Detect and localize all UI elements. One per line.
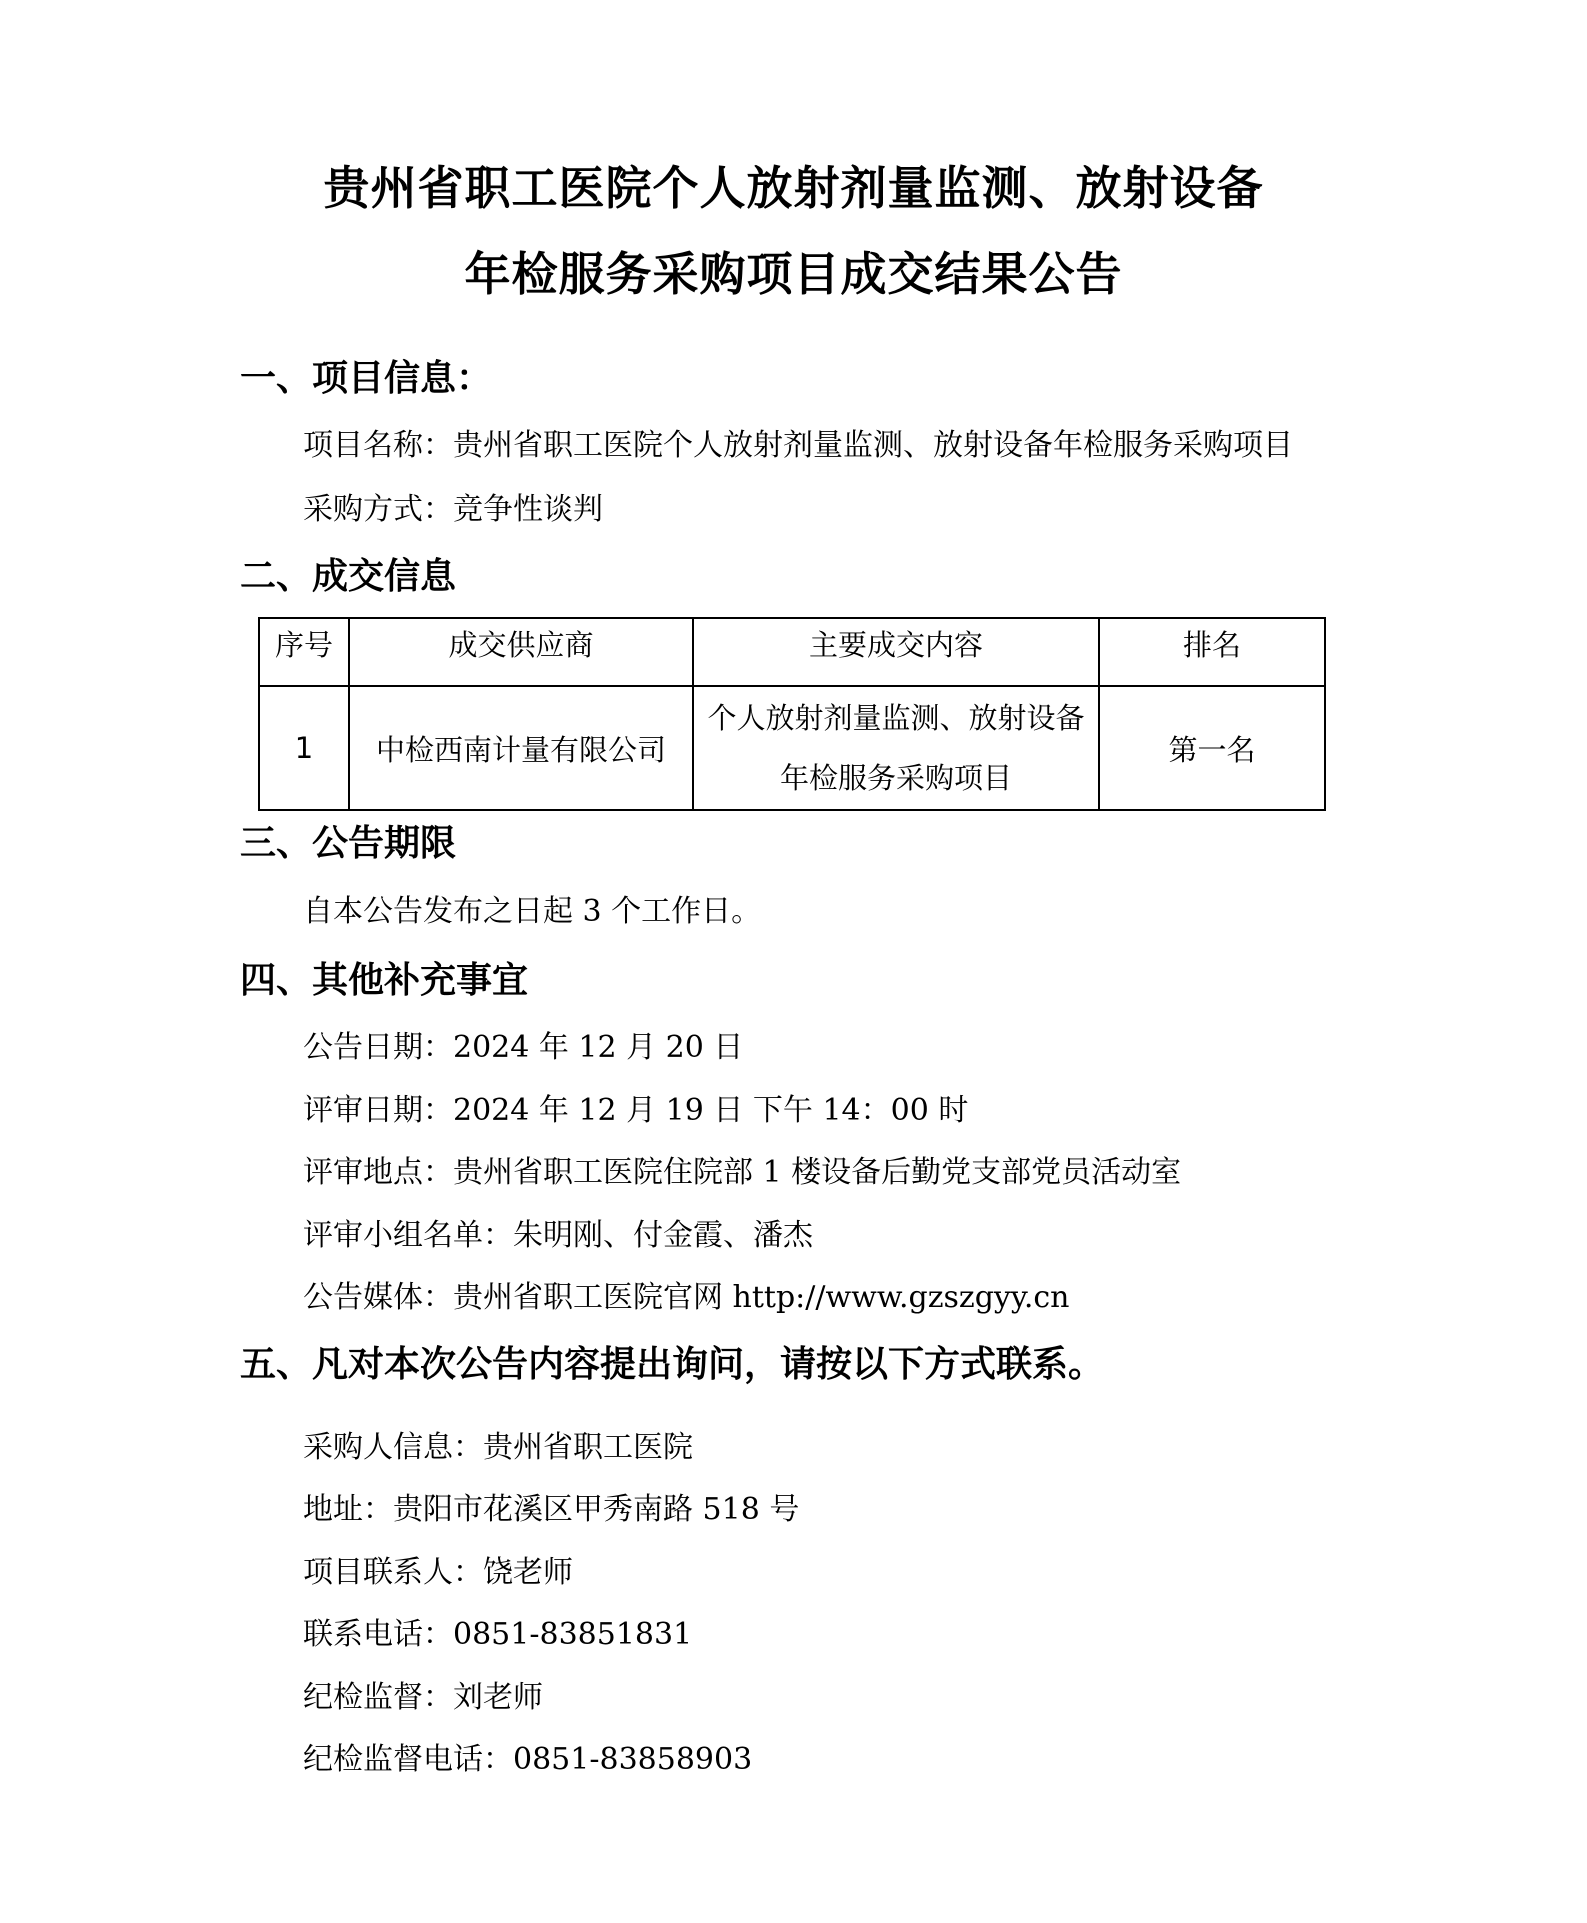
notice-period: 自本公告发布之日起 3 个工作日。 xyxy=(303,894,762,929)
cell-content xyxy=(693,686,1099,810)
review-panel: 评审小组名单：朱明刚、付金霞、潘杰 xyxy=(303,1218,813,1253)
header-rank: 排名 xyxy=(1099,618,1325,686)
cell-supplier: 中检西南计量有限公司 xyxy=(349,686,693,810)
purchaser-info: 采购人信息：贵州省职工医院 xyxy=(303,1430,693,1465)
review-date: 评审日期：2024 年 12 月 19 日 下午 14：00 时 xyxy=(303,1093,969,1128)
cell-no: 1 xyxy=(259,686,349,810)
procurement-method: 采购方式：竞争性谈判 xyxy=(303,492,603,527)
header-content: 主要成交内容 xyxy=(693,618,1099,686)
purchaser-address: 地址：贵阳市花溪区甲秀南路 518 号 xyxy=(303,1492,800,1527)
document-title-line2: 年检服务采购项目成交结果公告 xyxy=(464,247,1123,301)
cell-content-line1: 个人放射剂量监测、放射设备 xyxy=(707,701,1085,735)
review-place: 评审地点：贵州省职工医院住院部 1 楼设备后勤党支部党员活动室 xyxy=(303,1155,1182,1190)
deal-table xyxy=(258,617,1326,811)
section4-heading: 四、其他补充事宜 xyxy=(240,960,529,1001)
project-name: 项目名称：贵州省职工医院个人放射剂量监测、放射设备年检服务采购项目 xyxy=(303,428,1293,463)
cell-content-line2: 年检服务采购项目 xyxy=(779,761,1012,795)
section1-heading: 一、项目信息： xyxy=(240,358,493,399)
section3-heading: 三、公告期限 xyxy=(240,823,457,864)
project-contact: 项目联系人：饶老师 xyxy=(303,1555,573,1590)
table-row xyxy=(259,686,1325,810)
cell-rank: 第一名 xyxy=(1099,686,1325,810)
section5-heading: 五、凡对本次公告内容提出询问，请按以下方式联系。 xyxy=(240,1344,1105,1385)
header-no: 序号 xyxy=(259,618,349,686)
document-title-line1: 贵州省职工医院个人放射剂量监测、放射设备 xyxy=(323,161,1264,215)
section2-heading: 二、成交信息 xyxy=(240,556,457,597)
notice-media: 公告媒体：贵州省职工医院官网 http://www.gzszgyy.cn xyxy=(303,1280,1070,1315)
supervisor: 纪检监督：刘老师 xyxy=(303,1680,543,1715)
contact-phone: 联系电话：0851-83851831 xyxy=(303,1617,693,1652)
supervisor-phone: 纪检监督电话：0851-83858903 xyxy=(303,1742,753,1777)
table-header-row xyxy=(259,618,1325,686)
header-supplier: 成交供应商 xyxy=(349,618,693,686)
notice-date: 公告日期：2024 年 12 月 20 日 xyxy=(303,1030,744,1065)
